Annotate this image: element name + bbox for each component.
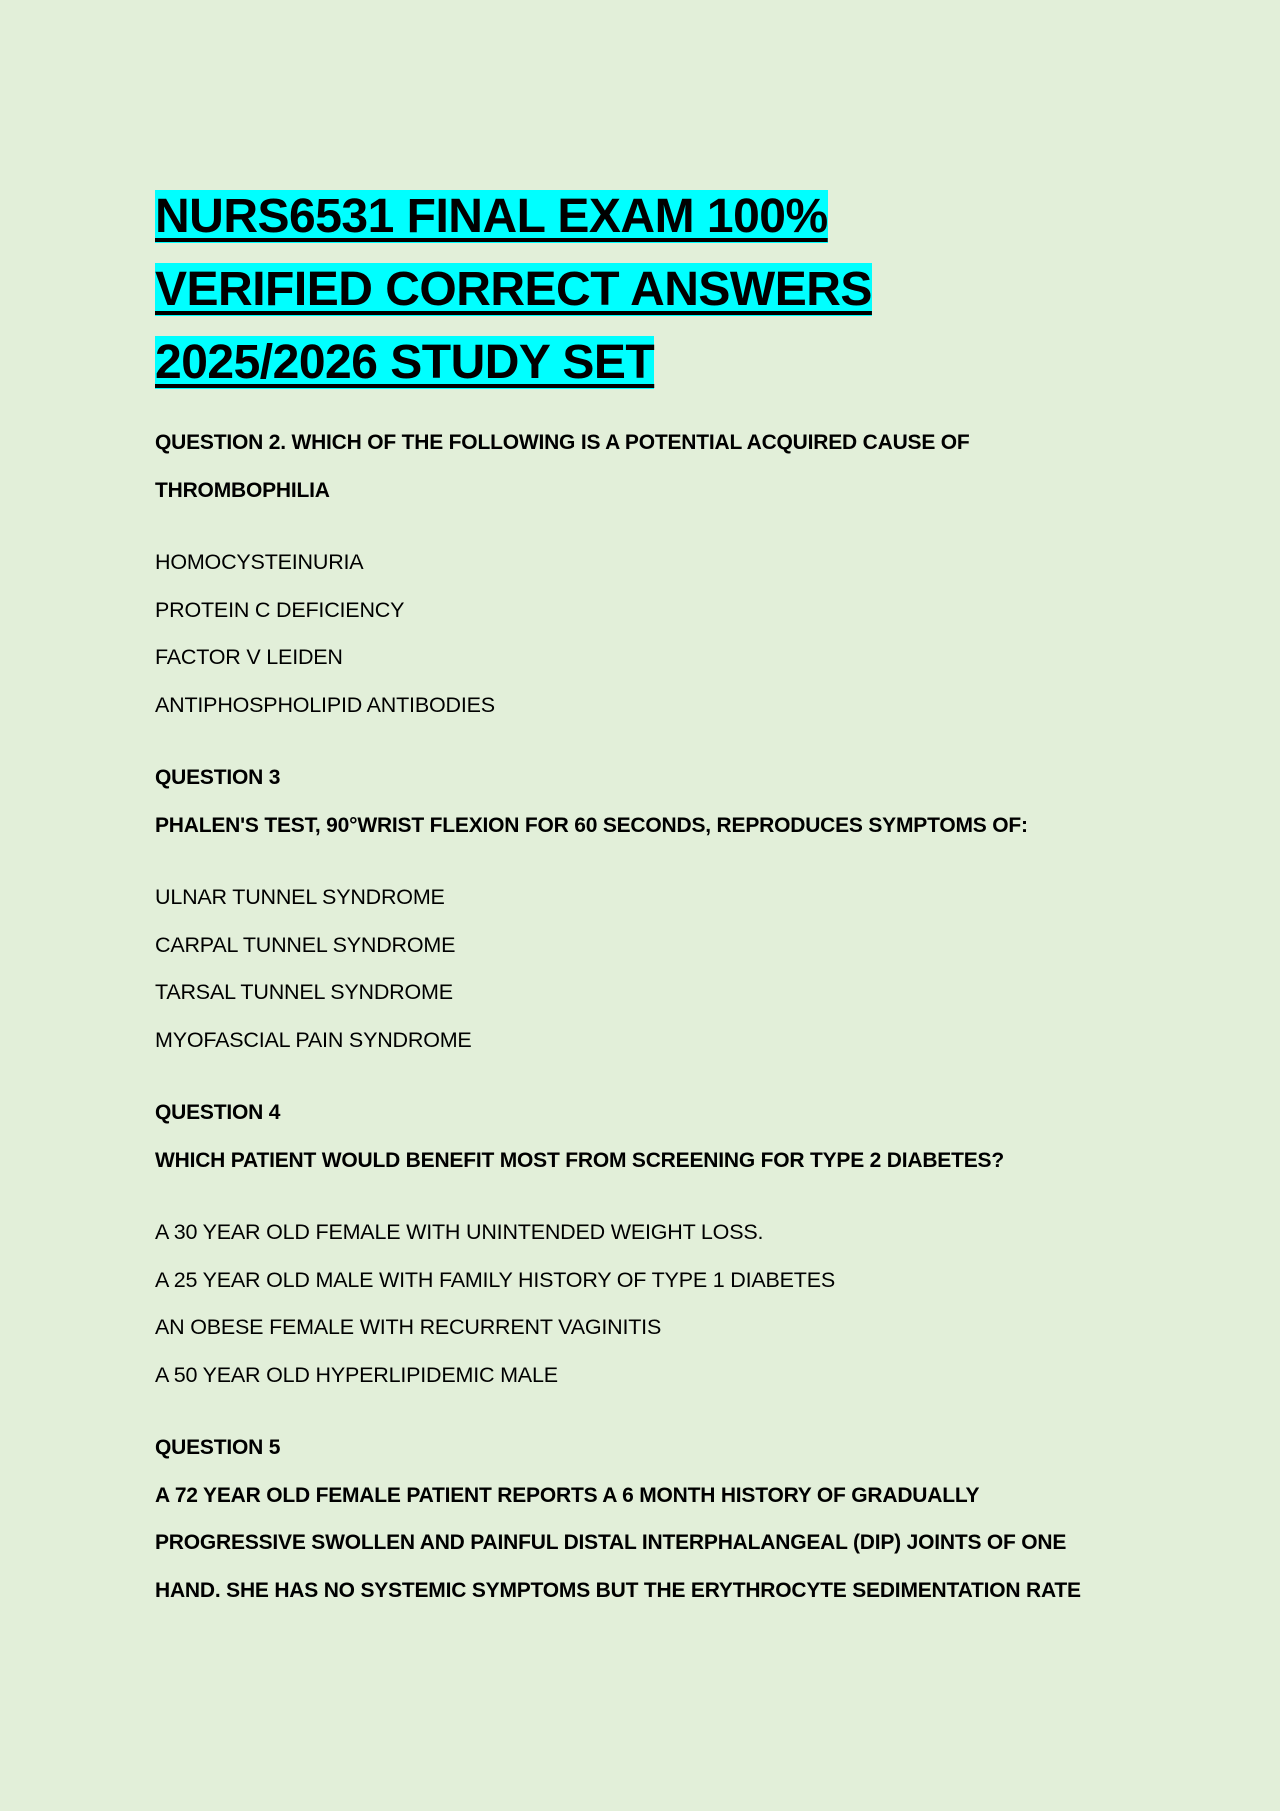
title-line: NURS6531 FINAL EXAM 100% <box>155 190 828 243</box>
question-3 <box>155 754 1130 1064</box>
title-line: VERIFIED CORRECT ANSWERS <box>155 263 872 316</box>
answer-option: ANTIPHOSPHOLIPID ANTIBODIES <box>155 692 495 717</box>
answer-option: A 30 YEAR OLD FEMALE WITH UNINTENDED WEIGHT LOSS. <box>155 1220 764 1244</box>
question-text <box>155 419 1130 514</box>
answer-option: AN OBESE FEMALE WITH RECURRENT VAGINITIS <box>155 1315 662 1339</box>
answer-options <box>155 539 1130 729</box>
answer-option: CARPAL TUNNEL SYNDROME <box>155 932 456 957</box>
question-text <box>155 754 1130 849</box>
question-2 <box>155 419 1130 729</box>
answer-option: TARSAL TUNNEL SYNDROME <box>155 980 453 1004</box>
answer-option: ULNAR TUNNEL SYNDROME <box>155 885 445 909</box>
question-line: PROGRESSIVE SWOLLEN AND PAINFUL DISTAL INTERPHALANGEAL (DIP) JOINTS OF ONE <box>155 1531 1067 1554</box>
question-text <box>155 1089 1130 1184</box>
question-line: WHICH PATIENT WOULD BENEFIT MOST FROM SCREENING FOR TYPE 2 DIABETES? <box>155 1148 1004 1172</box>
title-line: 2025/2026 STUDY SET <box>155 336 655 389</box>
question-5 <box>155 1424 1130 1614</box>
answer-option: A 25 YEAR OLD MALE WITH FAMILY HISTORY OF TYPE 1 DIABETES <box>155 1267 836 1292</box>
answer-option: A 50 YEAR OLD HYPERLIPIDEMIC MALE <box>155 1362 558 1387</box>
answer-option: HOMOCYSTEINURIA <box>155 550 364 574</box>
question-line: THROMBOPHILIA <box>155 478 330 502</box>
question-number: QUESTION 3 <box>155 766 281 789</box>
question-line: QUESTION 2. WHICH OF THE FOLLOWING IS A POTENTIAL ACQUIRED CAUSE OF <box>155 431 970 454</box>
answer-options <box>155 874 1130 1064</box>
answer-option: PROTEIN C DEFICIENCY <box>155 597 405 622</box>
document-title <box>155 180 1130 399</box>
question-line: HAND. SHE HAS NO SYSTEMIC SYMPTOMS BUT THE ERYTHROCYTE SEDIMENTATION RATE <box>155 1578 1081 1602</box>
answer-option: MYOFASCIAL PAIN SYNDROME <box>155 1027 472 1052</box>
answer-option: FACTOR V LEIDEN <box>155 645 343 669</box>
answer-options <box>155 1209 1130 1399</box>
question-number: QUESTION 4 <box>155 1101 281 1124</box>
question-line: PHALEN'S TEST, 90°WRIST FLEXION FOR 60 SECONDS, REPRODUCES SYMPTOMS OF: <box>155 813 1028 837</box>
question-text <box>155 1424 1130 1614</box>
question-4 <box>155 1089 1130 1399</box>
question-number: QUESTION 5 <box>155 1436 281 1459</box>
question-line: A 72 YEAR OLD FEMALE PATIENT REPORTS A 6 MONTH HISTORY OF GRADUALLY <box>155 1483 980 1507</box>
